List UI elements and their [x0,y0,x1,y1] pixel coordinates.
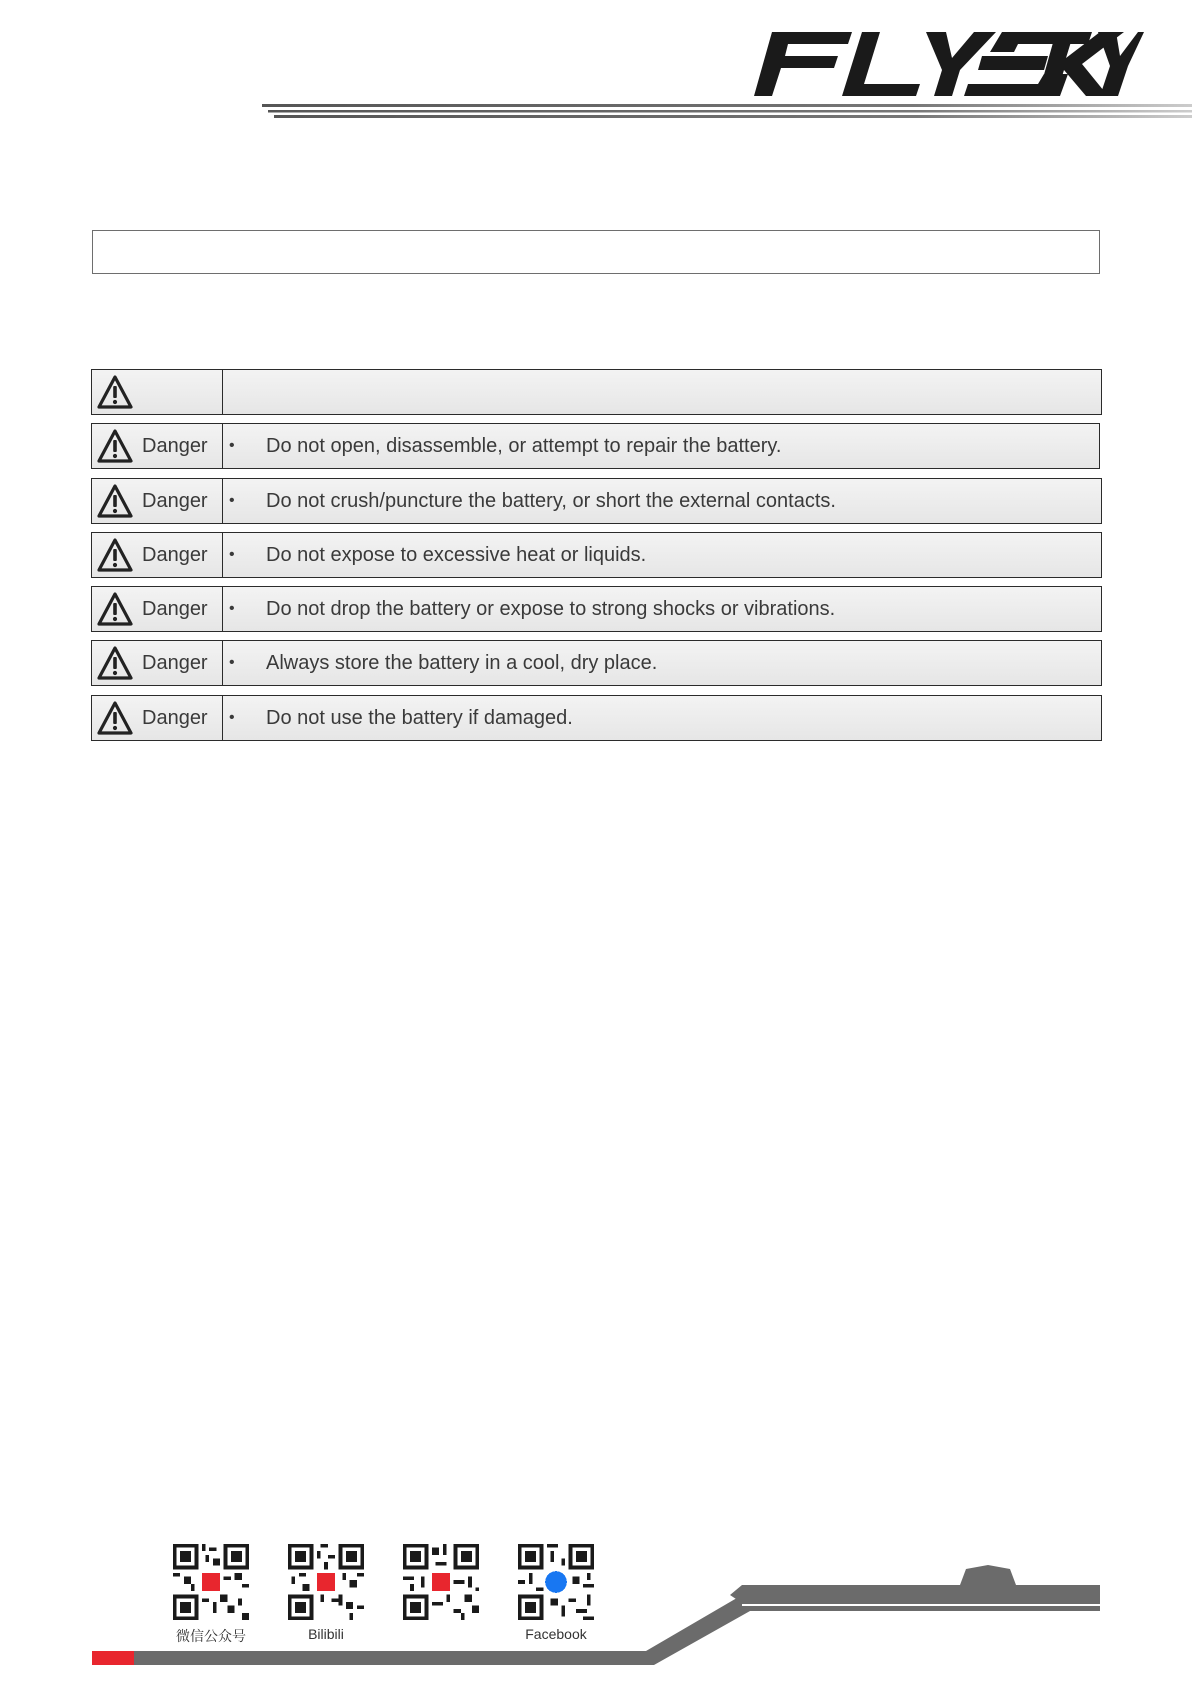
warning-row [91,586,1102,632]
warning-text: Do not open, disassemble, or attempt to repair the battery. [266,434,782,457]
warning-lead-cell [92,587,223,631]
header-rule-lines [262,102,1192,122]
warning-level: Danger [142,489,208,512]
warning-triangle-icon [96,645,134,681]
warning-row [91,532,1102,578]
qr-label: 微信公众号 [176,1628,246,1644]
section-title-box [92,230,1100,274]
qr-code-website[interactable] [401,1544,481,1644]
website-qr-icon [403,1544,479,1620]
qr-code-bilibili[interactable] [286,1544,366,1644]
qr-label: Facebook [525,1626,587,1642]
bullet: • [229,709,235,726]
warning-lead-cell [92,424,223,468]
header-lead-cell [92,370,223,414]
warning-body-cell [223,533,1101,577]
warning-row [91,640,1102,686]
warning-lead-cell [92,641,223,685]
warning-lead-cell [92,533,223,577]
warning-level: Danger [142,543,208,566]
bullet: • [229,546,235,563]
warning-triangle-icon [96,483,134,519]
wechat-qr-icon [173,1544,249,1620]
facebook-qr-icon [518,1544,594,1620]
warning-text: Do not drop the battery or expose to strong shocks or vibrations. [266,597,836,620]
bullet: • [229,437,235,454]
warning-row [91,478,1102,524]
warning-text: Do not crush/puncture the battery, or short the external contacts. [266,489,836,512]
warning-triangle-icon [96,428,134,464]
qr-label [401,1626,481,1644]
bullet: • [229,654,235,671]
warning-triangle-icon [96,537,134,573]
warning-lead-cell [92,479,223,523]
warning-body-cell [223,641,1101,685]
warning-level: Danger [142,651,208,674]
warning-triangle-icon [96,700,134,736]
warning-body-cell [223,479,1101,523]
warning-level: Danger [142,706,208,729]
warning-body-cell [223,696,1101,740]
warning-text: Always store the battery in a cool, dry place. [266,651,658,674]
bullet: • [229,600,235,617]
warning-level: Danger [142,597,208,620]
flysky-logo [752,30,1144,98]
bilibili-qr-icon [288,1544,364,1620]
bullet: • [229,492,235,509]
qr-code-facebook[interactable] [516,1544,596,1644]
warning-table-header [91,369,1102,415]
warning-triangle-icon [96,374,134,410]
warning-triangle-icon [96,591,134,627]
warning-lead-cell [92,696,223,740]
warning-row [91,423,1100,469]
qr-code-wechat[interactable] [171,1544,251,1644]
warning-text: Do not use the battery if damaged. [266,706,573,729]
header-body-cell [223,370,1101,414]
qr-label: Bilibili [308,1626,344,1642]
warning-row [91,695,1102,741]
warning-text: Do not expose to excessive heat or liquids. [266,543,647,566]
warning-body-cell [223,587,1101,631]
warning-level: Danger [142,434,208,457]
warning-body-cell [223,424,1099,468]
